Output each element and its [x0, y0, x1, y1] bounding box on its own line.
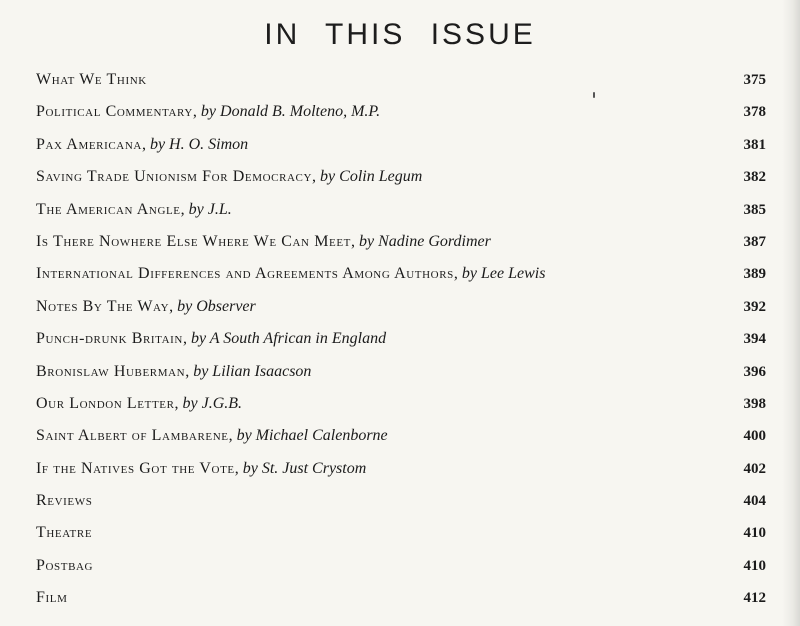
toc-entry-author: by Observer — [177, 297, 256, 315]
toc-entry-author: by A South African in England — [190, 330, 387, 348]
toc-entry-separator: , — [174, 394, 183, 412]
toc-entry-page-number: 410 — [743, 557, 766, 574]
toc-entry-page-number: 396 — [743, 363, 766, 380]
toc-entry-separator: , — [180, 200, 189, 218]
toc-entry-page-number: 382 — [743, 169, 766, 186]
toc-entry-separator: , — [169, 297, 178, 315]
toc-entry-separator: , — [453, 265, 462, 283]
toc-entry-author: by Donald B. Molteno, M.P. — [200, 103, 381, 121]
page-edge-shadow — [782, 0, 800, 626]
toc-entry-page-number: 381 — [743, 136, 766, 153]
toc-entry-title: Film — [36, 589, 68, 607]
toc-entry-page-number: 392 — [743, 298, 766, 315]
toc-entry-title: Postbag — [36, 556, 94, 574]
toc-entry-page-number: 394 — [743, 331, 766, 348]
toc-entry-author: by Lilian Isaacson — [193, 362, 312, 380]
toc-entry-author: by H. O. Simon — [149, 135, 249, 153]
toc-entry-page-number: 398 — [743, 395, 766, 412]
toc-entry — [36, 163, 766, 195]
toc-entry-title: The American Angle — [36, 200, 181, 218]
page-title: IN THIS ISSUE — [264, 18, 536, 51]
toc-entry — [36, 98, 766, 130]
toc-entry-title: Pax Americana — [36, 135, 142, 153]
toc-entry-title: Our London Letter — [36, 394, 175, 412]
toc-entry — [36, 325, 766, 357]
toc-entry-page-number: 387 — [743, 233, 766, 250]
toc-entry-title: Theatre — [36, 524, 93, 542]
toc-entry-page-number: 402 — [743, 460, 766, 477]
toc-entry-author: by Colin Legum — [320, 168, 423, 186]
table-of-contents — [36, 66, 766, 617]
toc-entry-title: Punch-drunk Britain — [36, 330, 183, 348]
toc-entry-title: Is There Nowhere Else Where We Can Meet — [36, 232, 351, 250]
toc-entry-page-number: 389 — [743, 266, 766, 283]
toc-entry — [36, 519, 766, 551]
toc-entry-title: Reviews — [36, 492, 93, 510]
toc-entry-separator: , — [234, 459, 243, 477]
toc-entry-separator: , — [141, 135, 150, 153]
toc-entry-author: by Nadine Gordimer — [359, 232, 491, 250]
toc-entry — [36, 358, 766, 390]
toc-entry — [36, 66, 766, 98]
toc-entry-author: by Michael Calenborne — [236, 427, 388, 445]
toc-entry-separator: , — [228, 427, 237, 445]
toc-entry — [36, 390, 766, 422]
toc-entry-title: Political Commentary — [36, 103, 193, 121]
toc-entry — [36, 584, 766, 616]
toc-entry-title: What We Think — [36, 71, 147, 88]
toc-entry-page-number: 375 — [743, 72, 766, 88]
toc-entry-title: International Differences and Agreements Among Authors — [36, 265, 454, 283]
toc-entry-separator: , — [351, 232, 359, 250]
toc-entry — [36, 260, 766, 292]
toc-entry-page-number: 378 — [743, 104, 766, 121]
toc-entry-separator: , — [182, 330, 191, 348]
toc-entry — [36, 228, 766, 260]
toc-entry-separator: , — [185, 362, 194, 380]
toc-entry — [36, 422, 766, 454]
toc-entry-separator: , — [192, 103, 201, 121]
toc-entry-title: Notes By The Way — [36, 297, 170, 315]
toc-entry — [36, 131, 766, 163]
toc-entry-page-number: 412 — [743, 590, 766, 607]
toc-entry-title: Saving Trade Unionism For Democracy — [36, 168, 313, 186]
toc-entry-author: by J.L. — [188, 200, 232, 218]
toc-entry — [36, 196, 766, 228]
toc-entry-title: Saint Albert of Lambarene — [36, 427, 229, 445]
toc-entry-page-number: 400 — [743, 428, 766, 445]
toc-entry-page-number: 410 — [743, 525, 766, 542]
toc-entry — [36, 487, 766, 519]
toc-entry — [36, 552, 766, 584]
toc-entry-title: Bronislaw Huberman — [36, 362, 186, 380]
toc-entry — [36, 293, 766, 325]
toc-entry-title: If the Natives Got the Vote — [36, 459, 235, 477]
toc-entry-author: by J.G.B. — [182, 394, 243, 412]
toc-entry-page-number: 404 — [743, 493, 766, 510]
toc-entry — [36, 455, 766, 487]
toc-entry-separator: , — [312, 168, 321, 186]
toc-entry-author: by St. Just Crystom — [242, 459, 367, 477]
toc-entry-page-number: 385 — [743, 201, 766, 218]
toc-entry-author: by Lee Lewis — [461, 265, 546, 283]
